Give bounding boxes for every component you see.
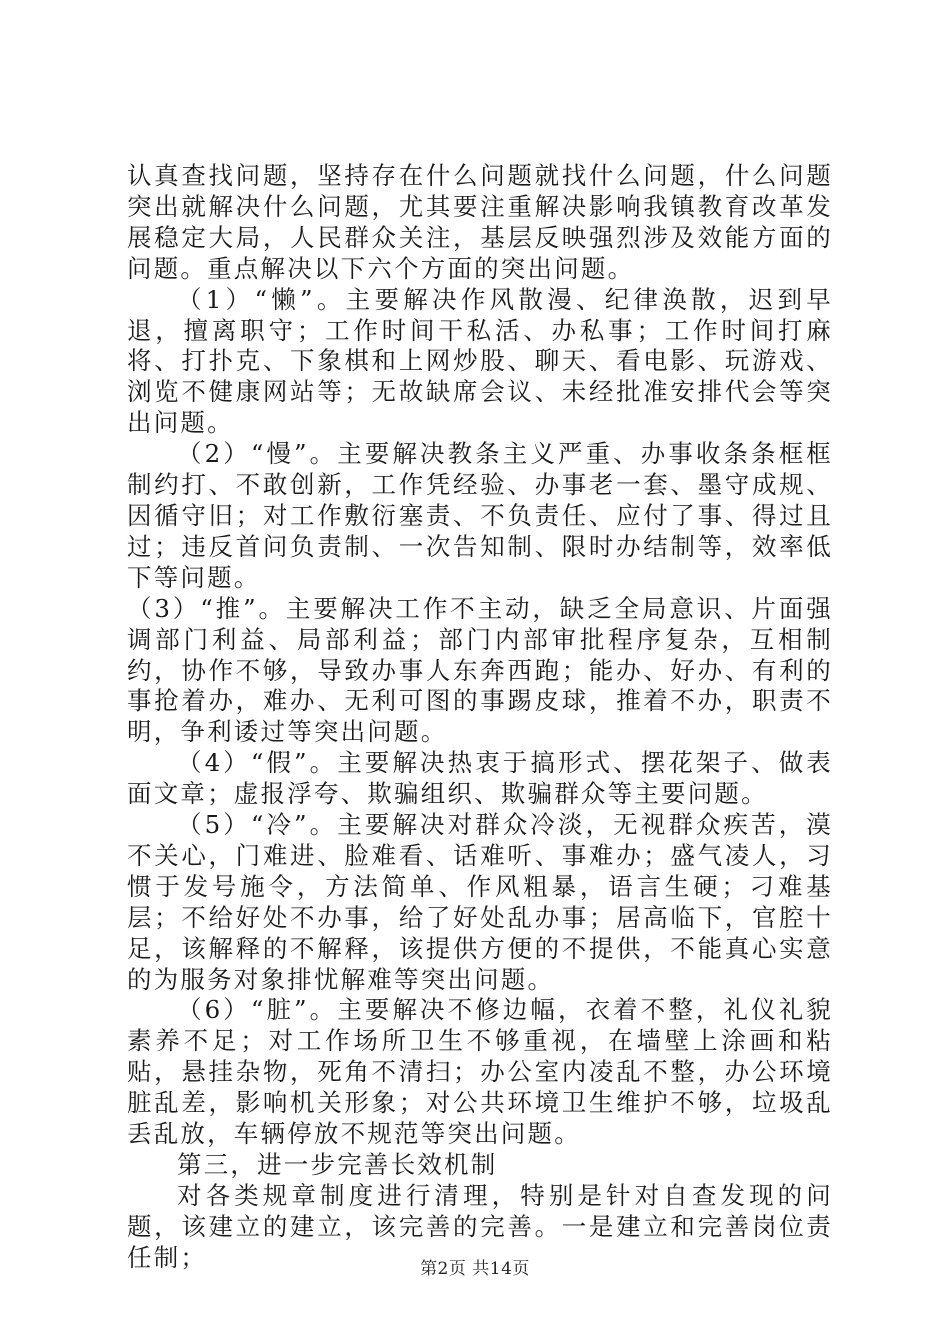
page-number-footer: 第2页 共14页: [420, 1259, 530, 1279]
section-heading-third: 第三，进一步完善长效机制: [177, 1150, 498, 1179]
paragraph-item-shirk: （3）“推”。主要解决工作不主动，缺乏全局意识、片面强调部门利益、局部利益；部门内部审批程序复杂，互相制约，协作不够，导致办事人东奔西跑；能办、好办、有利的事抢着办，难办、无利可图的事踢皮球，推着不办，职责不明，争利诿过等突出问题。: [127, 593, 833, 747]
paragraph-item-slow: （2）“慢”。主要解决教条主义严重、办事收条条框框制约打、不敢创新，工作凭经验、办事老一套、墨守成规、因循守旧；对工作敷衍塞责、不负责任、应付了事、得过且过；违反首问负责制、一次告知制、限时办结制等，效率低下等问题。: [127, 439, 833, 592]
paragraph-item-lazy: （1）“懒”。主要解决作风散漫、纪律涣散，迟到早退，擅离职守；工作时间干私活、办私事；工作时间打麻将、打扑克、下象棋和上网炒股、聊天、看电影、玩游戏、浏览不健康网站等；无故缺席会议、未经批准安排代会等突出问题。: [127, 284, 833, 438]
document-body: [127, 161, 833, 1274]
paragraph-item-dirty: （6）“脏”。主要解决不修边幅，衣着不整，礼仪礼貌素养不足；对工作场所卫生不够重视，在墙壁上涂画和粘贴，悬挂杂物，死角不清扫；办公室内凌乱不整，办公环境脏乱差，影响机关形象；对公共环境卫生维护不够，垃圾乱丢乱放，车辆停放不规范等突出问题。: [127, 995, 833, 1149]
paragraph-item-fake: （4）“假”。主要解决热衷于搞形式、摆花架子、做表面文章；虚报浮夸、欺骗组织、欺骗群众等主要问题。: [127, 748, 833, 809]
paragraph-intro: 认真查找问题，坚持存在什么问题就找什么问题，什么问题突出就解决什么问题，尤其要注重解决影响我镇教育改革发展稳定大局，人民群众关注，基层反映强烈涉及效能方面的问题。重点解决以下六个方面的突出问题。: [127, 161, 833, 283]
paragraph-item-cold: （5）“冷”。主要解决对群众冷淡，无视群众疾苦，漠不关心，门难进、脸难看、话难听、事难办；盛气凌人，习惯于发号施令，方法简单、作风粗暴，语言生硬；刁难基层；不给好处不办事，给了好处乱办事；居高临下，官腔十足，该解释的不解释，该提供方便的不提供，不能真心实意的为服务对象排忧解难等突出问题。: [127, 810, 833, 994]
paragraph-mechanism: 对各类规章制度进行清理，特别是针对自查发现的问题，该建立的建立，该完善的完善。一是建立和完善岗位责任制；: [127, 1180, 833, 1272]
